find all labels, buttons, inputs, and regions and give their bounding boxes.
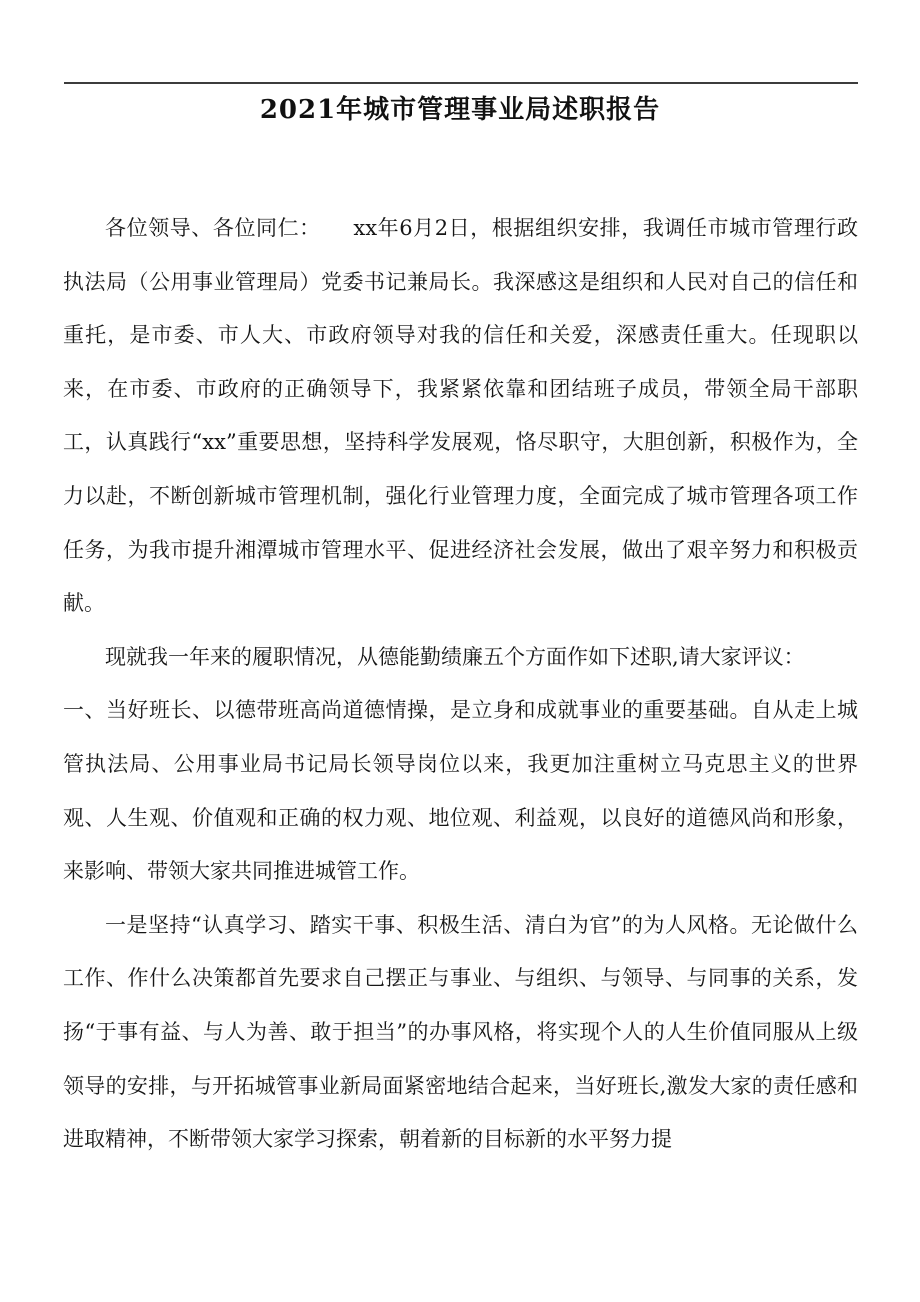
title-divider [64,82,858,84]
document-body [63,202,858,1167]
paragraph: 现就我一年来的履职情况，从德能勤绩廉五个方面作如下述职,请大家评议： [105,644,805,669]
paragraph: 各位领导、各位同仁： xx年6月2日，根据组织安排，我调任市城市管理行政执法局（公用事业管理局）党委书记兼局长。我深感这是组织和人民对自己的信任和重托，是市委、市人大、市政府领导对我的信任和关爱，深感责任重大。任现职以来，在市委、市政府的正确领导下，我紧紧依靠和团结班子成员，带领全局干部职工，认真践行“xx”重要思想，坚持科学发展观，恪尽职守，大胆创新，积极作为，全力以赴，不断创新城市管理机制，强化行业管理力度，全面完成了城市管理各项工作任务，为我市提升湘潭城市管理水平、促进经济社会发展，做出了艰辛努力和积极贡献。 [63,216,858,616]
paragraph: 一、当好班长、以德带班高尚道德情操，是立身和成就事业的重要基础。自从走上城管执法局、公用事业局书记局长领导岗位以来，我更加注重树立马克思主义的世界观、人生观、价值观和正确的权力观、地位观、利益观，以良好的道德风尚和形象，来影响、带领大家共同推进城管工作。 [63,698,858,884]
document-title: 2021年城市管理事业局述职报告 [259,95,661,125]
paragraph: 一是坚持“认真学习、踏实干事、积极生活、清白为官”的为人风格。无论做什么工作、作什么决策都首先要求自己摆正与事业、与组织、与领导、与同事的关系，发扬“于事有益、与人为善、敢于担当”的办事风格，将实现个人的人生价值同服从上级领导的安排，与开拓城管事业新局面紧密地结合起来，当好班长,激发大家的责任感和进取精神，不断带领大家学习探索，朝着新的目标新的水平努力提 [63,912,858,1152]
